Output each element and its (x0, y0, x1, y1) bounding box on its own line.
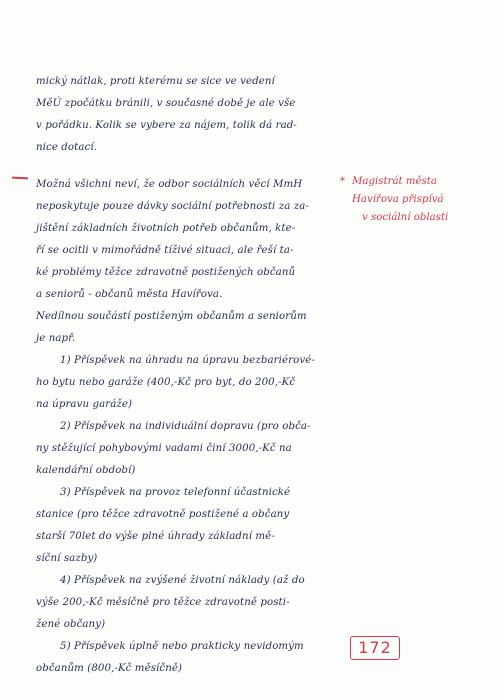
margin-note-line: Havířova přispívá (352, 194, 444, 205)
text-line: mický nátlak, proti kterému se sice ve vedení (36, 76, 275, 87)
margin-note-line: Magistrát města (352, 176, 437, 187)
list-item-line: ny stěžující pohybovými vadami činí 3000,-Kč na (36, 443, 292, 454)
text-line: MěÚ zpočátku bránili, v současné době je ale vše (36, 98, 296, 109)
text-line: v pořádku. Kolik se vybere za nájem, tolik dá rad- (36, 120, 297, 131)
text-line: jištění základních životních potřeb občanům, kte- (36, 223, 296, 234)
list-item-line: 2) Příspěvek na individuální dopravu (pro obča- (60, 421, 311, 432)
text-line: ké problémy těžce zdravotně postižených občanů (36, 267, 296, 278)
text-line: ří se ocitli v mimořádně tíživé situaci, ale řeší ta- (36, 245, 294, 256)
list-item-line: ho bytu nebo garáže (400,-Kč pro byt, do 200,-Kč (36, 377, 296, 388)
list-item-line: výše 200,-Kč měsíčně pro těžce zdravotně posti- (36, 597, 290, 608)
margin-note-line: v sociální oblasti (362, 212, 449, 223)
page-number-box (350, 636, 400, 660)
list-item-line: 5) Příspěvek úplně nebo prakticky nevidomým (60, 641, 304, 652)
list-item-line: stanice (pro těžce zdravotně postižené a občany (36, 509, 290, 520)
text-line: je např. (36, 333, 76, 344)
list-item-line: síční sazby) (36, 553, 98, 564)
list-item-line: na úpravu garáže) (36, 399, 133, 410)
margin-note-marker: * (340, 176, 346, 187)
list-item-line: občanům (800,-Kč měsíčně) (36, 663, 183, 674)
list-item-line: 1) Příspěvek na úhradu na úpravu bezbariérové- (60, 355, 315, 366)
list-item-line: žené občany) (36, 619, 106, 630)
list-item-line: kalendářní období) (36, 465, 136, 476)
text-line: Možná všichni neví, že odbor sociálních věcí MmH (36, 179, 303, 190)
text-line: a seniorů - občanů města Havířova. (36, 289, 223, 300)
list-item-line: 4) Příspěvek na zvýšené životní náklady (až do (60, 575, 305, 586)
text-line: Nedílnou součástí postiženým občanům a seniorům (36, 311, 307, 322)
list-item-line: 3) Příspěvek na provoz telefonní účastnické (60, 487, 291, 498)
margin-dash-mark (12, 177, 28, 180)
page-number: 172 (358, 638, 392, 657)
text-line: neposkytuje pouze dávky sociální potřebnosti za za- (36, 201, 309, 212)
text-line: nice dotací. (36, 142, 98, 153)
list-item-line: starší 70let do výše plné úhrady základní mě- (36, 531, 275, 542)
